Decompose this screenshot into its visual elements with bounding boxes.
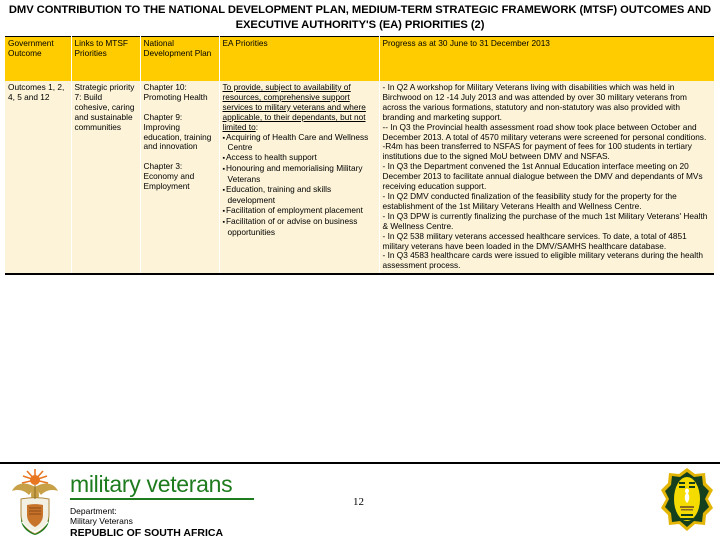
- list-item: ▪ Access to health support: [223, 153, 376, 164]
- dmv-wordmark: military veterans: [70, 472, 254, 500]
- cell-progress: [379, 81, 714, 274]
- ea-priorities-intro-text: To provide, subject to availability of resources, comprehensive support services to military veterans and where applicable, to their dependants, but not limited to: [222, 82, 366, 132]
- table-row: [5, 81, 714, 274]
- column-header-national-development-plan: National Development Plan: [140, 37, 219, 82]
- ea-priorities-list: [223, 133, 376, 238]
- progress-item: -R4m has been transferred to NSFAS for payment of fees for 100 students in tertiary institutions due to the signed MoU between DMV and NSFAS.: [382, 141, 692, 162]
- south-africa-coat-of-arms-icon: [8, 465, 62, 537]
- progress-item: -- In Q3 the Provincial health assessment road show took place between October and December 2013. A total of 4570 military veterans were screened for personal conditions.: [382, 121, 707, 142]
- list-item: ▪ Honouring and memorialising Military Veterans: [223, 164, 376, 185]
- table-header-row: [5, 37, 714, 82]
- dmv-emblem-icon: [658, 466, 716, 538]
- column-header-government-outcome: Government Outcome: [5, 37, 71, 82]
- ea-priorities-intro: [223, 83, 376, 133]
- cell-government-outcome: Outcomes 1, 2, 4, 5 and 12: [5, 81, 71, 274]
- progress-item: - In Q2 DMV conducted finalization of the feasibility study for the property for the establishment of the 1st Military Veterans Health and Wellness Centre.: [382, 190, 677, 211]
- cell-national-development-plan: [140, 81, 219, 274]
- slide-footer: [0, 464, 720, 540]
- progress-item: - In Q3 DPW is currently finalizing the purchase of the much 1st Military Veterans' Health & Wellness Centre.: [382, 210, 708, 231]
- cell-ea-priorities: [219, 81, 379, 274]
- progress-item: - In Q2 A workshop for Military Veterans living with disabilities which was held in Birchwood on 12 -14 July 2013 and was attended by over 30 military veterans from across the various formations, statutory and non-statutory was also provided with branding and marketing support.: [382, 82, 687, 122]
- ndp-chapter-3: Chapter 3: Economy and Employment: [143, 161, 195, 192]
- ea-priorities-intro-colon: :: [255, 121, 259, 132]
- list-item: ▪ Facilitation of or advise on business opportunities: [223, 217, 376, 238]
- ndp-chapter-10: Chapter 10: Promoting Health: [143, 82, 208, 102]
- list-item: ▪ Facilitation of employment placement: [223, 206, 376, 217]
- column-header-ea-priorities: EA Priorities: [219, 37, 379, 82]
- progress-item: - In Q3 4583 healthcare cards were issued to eligible military veterans during the health assessment process.: [382, 250, 704, 271]
- ndp-chapter-9: Chapter 9: Improving education, training and innovation: [143, 111, 212, 152]
- progress-item: - In Q2 538 military veterans accessed healthcare services. To date, a total of 4851 military veterans have been loaded in the DMV/SAMHS healthcare database.: [382, 230, 687, 251]
- department-label: Department:: [70, 506, 117, 516]
- page-title: DMV CONTRIBUTION TO THE NATIONAL DEVELOPMENT PLAN, MEDIUM-TERM STRATEGIC FRAMEWORK (MTSF) OUTCOMES AND EXECUTIVE AUTHORITY'S (EA) PRIORITIES (2): [8, 4, 712, 31]
- cell-links-to-mtsf: Strategic priority 7: Build cohesive, caring and sustainable communities: [71, 81, 140, 274]
- page-number: 12: [353, 496, 364, 508]
- republic-label: REPUBLIC OF SOUTH AFRICA: [70, 527, 224, 539]
- department-name: Military Veterans: [70, 516, 133, 526]
- progress-item: - In Q3 the Department convened the 1st Annual Education interface meeting on 20 December 2013 to facilitate annual dialogue between the DMV and dependants of MVs receiving education support.: [382, 161, 703, 192]
- contribution-table: [5, 36, 714, 275]
- list-item: ▪ Education, training and skills development: [223, 185, 376, 206]
- column-header-links-to-mtsf: Links to MTSF Priorities: [71, 37, 140, 82]
- column-header-progress: Progress as at 30 June to 31 December 2013: [379, 37, 714, 82]
- list-item: ▪ Acquiring of Health Care and Wellness Centre: [223, 133, 376, 154]
